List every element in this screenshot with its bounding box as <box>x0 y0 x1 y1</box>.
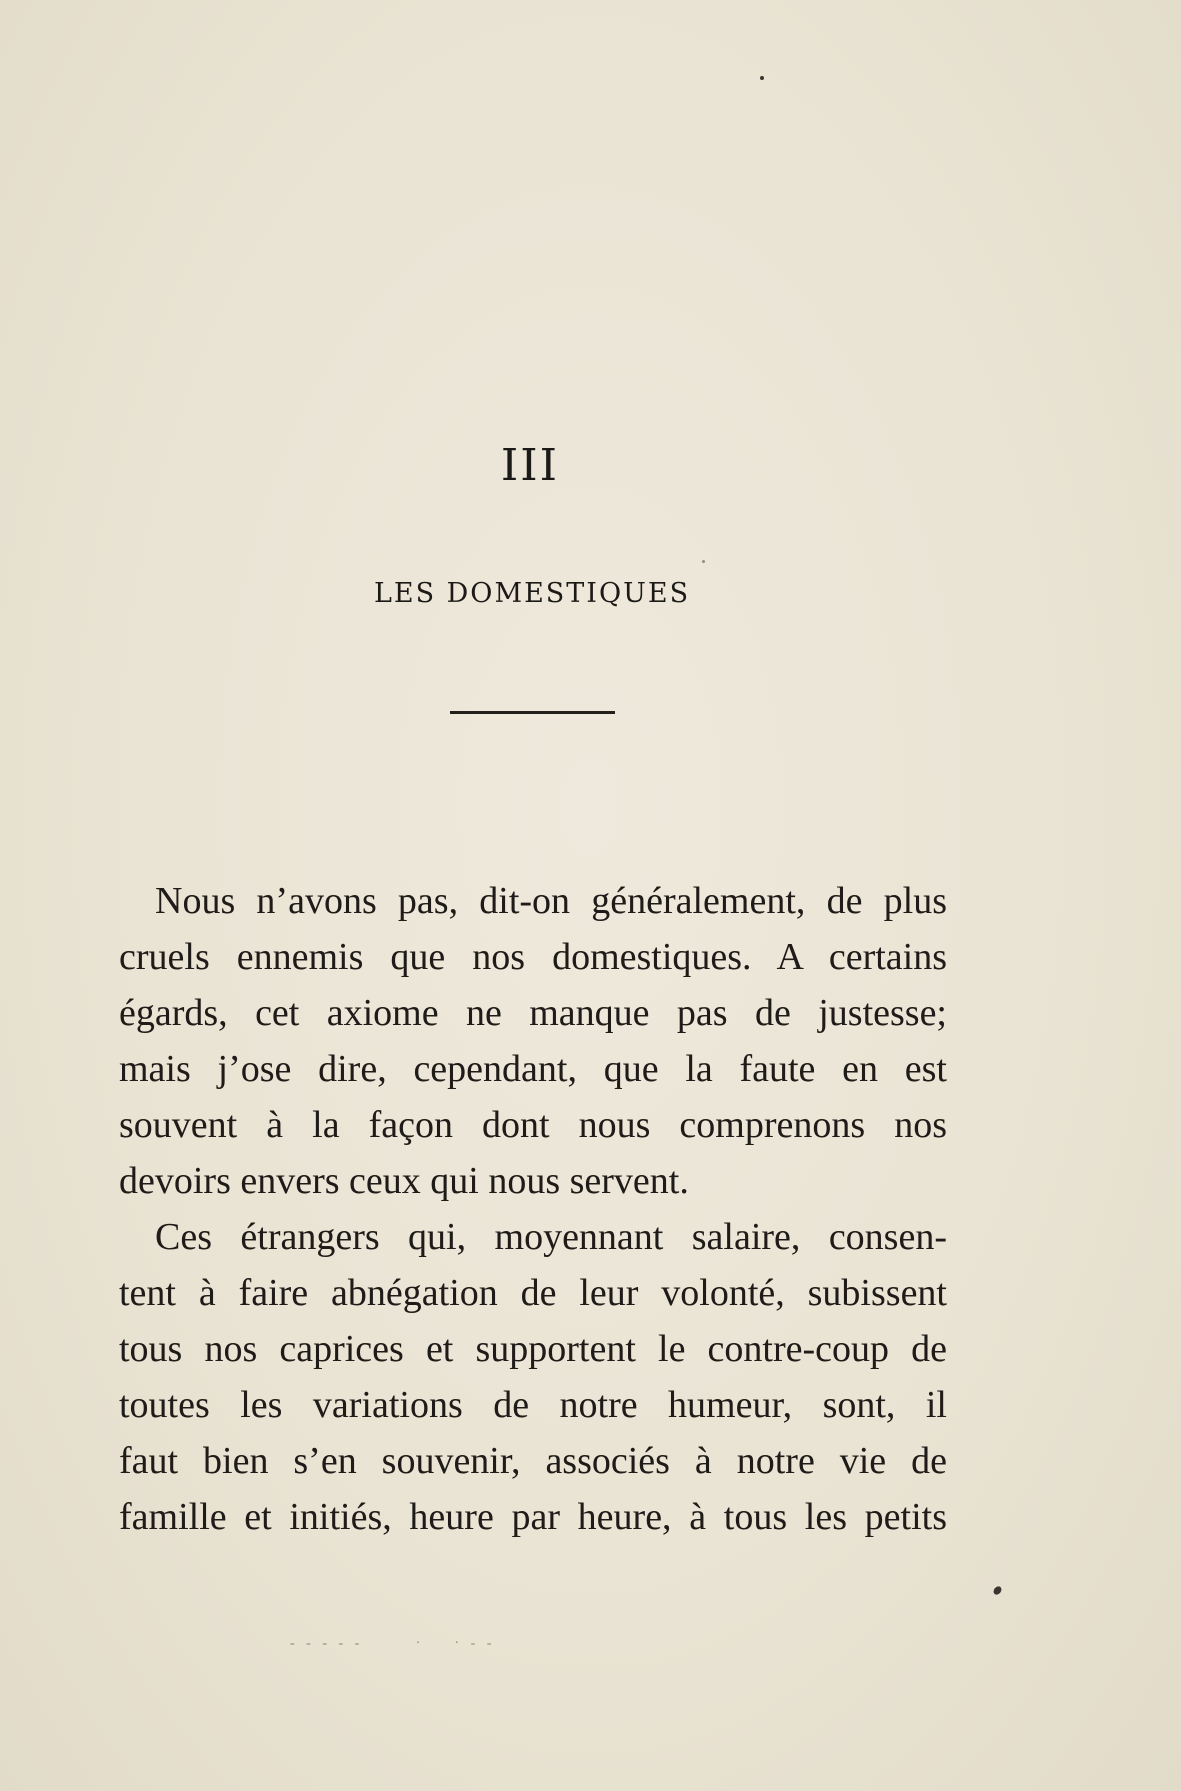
body-text <box>119 873 947 1545</box>
text-line: souvent à la façon dont nous comprenons nos <box>119 1104 947 1146</box>
text-line: Ces étrangers qui, moyennant salaire, consen- <box>155 1216 947 1258</box>
text-line: famille et initiés, heure par heure, à tous les petits <box>119 1496 947 1538</box>
paragraph <box>119 873 947 1209</box>
ink-speck <box>992 1585 1003 1596</box>
footer-print-marks: - - - - - · · - - <box>290 1636 496 1651</box>
ink-speck <box>760 76 764 80</box>
text-line: toutes les variations de notre humeur, sont, il <box>119 1384 947 1426</box>
text-line: faut bien s’en souvenir, associés à notre vie de <box>119 1440 947 1482</box>
chapter-title: LES DOMESTIQUES <box>373 578 691 609</box>
text-line: tous nos caprices et supportent le contre-coup de <box>119 1328 947 1370</box>
ink-speck <box>702 560 705 563</box>
text-line: Nous n’avons pas, dit-on généralement, de plus <box>155 880 947 922</box>
text-line: mais j’ose dire, cependant, que la faute en est <box>119 1048 947 1090</box>
text-line: cruels ennemis que nos domestiques. A certains <box>119 936 947 978</box>
text-line: égards, cet axiome ne manque pas de justesse; <box>119 992 947 1034</box>
text-line: devoirs envers ceux qui nous servent. <box>119 1160 689 1202</box>
paragraph <box>119 1209 947 1545</box>
title-rule-divider <box>450 711 615 714</box>
text-line: tent à faire abnégation de leur volonté, subissent <box>119 1272 947 1314</box>
chapter-number: III <box>500 440 560 491</box>
